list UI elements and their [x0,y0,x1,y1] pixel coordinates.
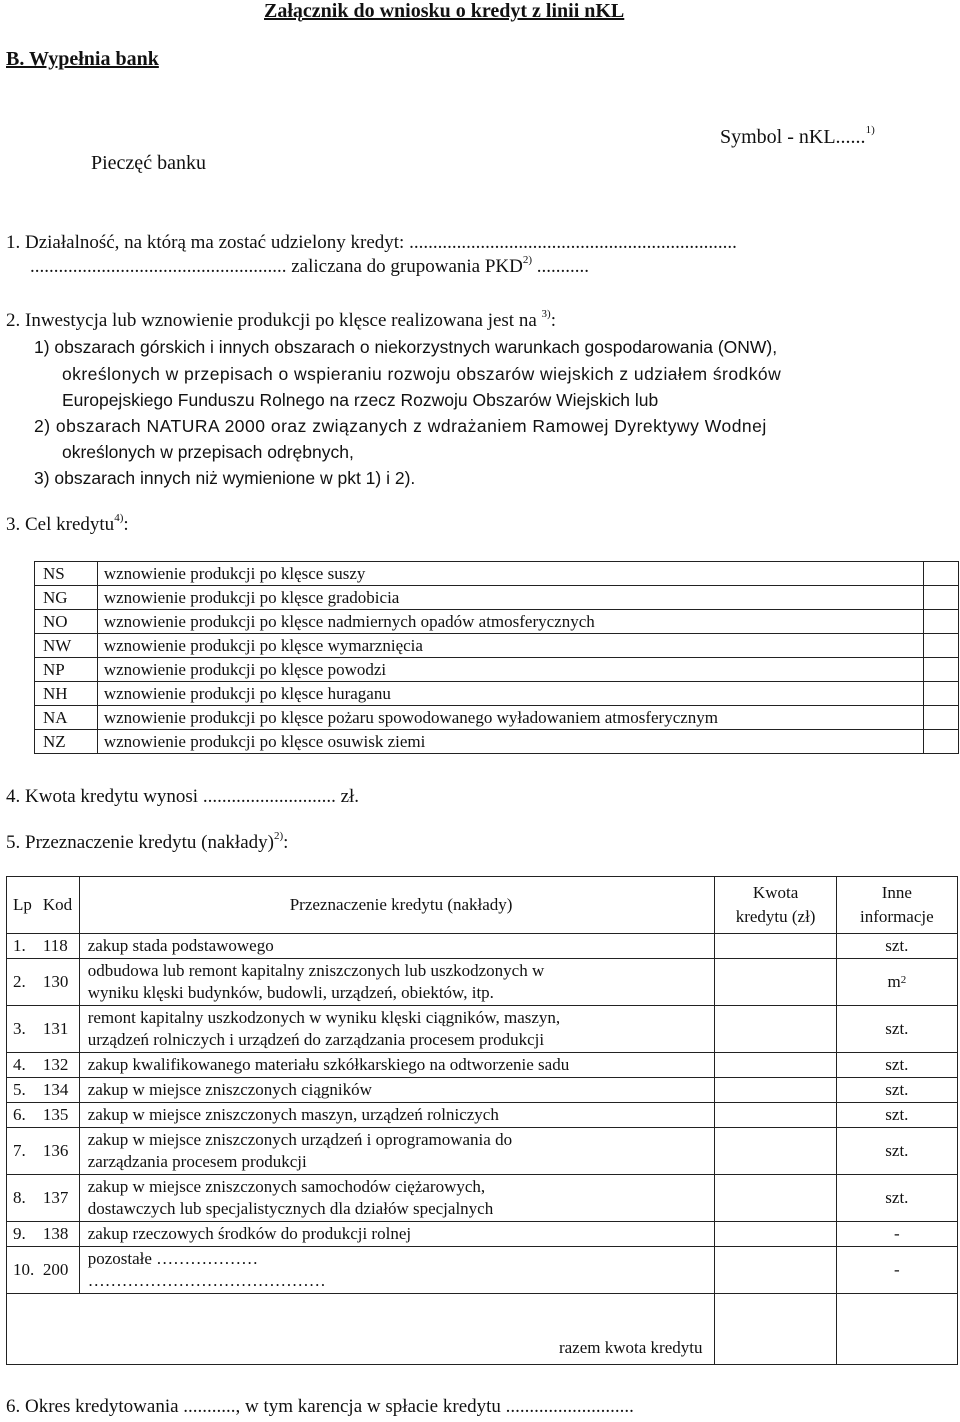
purpose-checkbox-cell[interactable] [924,562,959,586]
row-purpose-line: zakup kwalifikowanego materiału szkółkarskiego na odtworzenie sadu [87,1055,570,1074]
row-info-sup: 2 [900,974,907,986]
purpose-code: NO [35,610,98,634]
expenditure-row [7,1103,958,1128]
row-info-unit: szt. [885,1055,909,1074]
row-code: 138 [43,1222,79,1247]
s1-line1: 1. Działalność, na którą ma zostać udzielony kredyt: ..................................................................... [6,232,737,253]
row-purpose [79,1053,715,1078]
purpose-checkbox-cell[interactable] [924,586,959,610]
row-purpose-line: zakup w miejsce zniszczonych ciągników [87,1080,372,1099]
row-lp: 3. [7,1006,43,1053]
row-info [836,1247,957,1294]
purpose-description: wznowienie produkcji po klęsce nadmiernych opadów atmosferycznych [97,610,923,634]
purpose-description: wznowienie produkcji po klęsce pożaru spowodowanego wyładowaniem atmosferycznym [97,706,923,730]
section-b-heading: B. Wypełnia bank [6,48,159,70]
row-amount-cell[interactable] [715,1006,836,1053]
row-purpose-line: remont kapitalny uszkodzonych w wyniku klęski ciągników, maszyn, [87,1008,561,1027]
row-lp: 5. [7,1078,43,1103]
row-purpose-line: …………………………………… [87,1271,326,1290]
s2-opt1-line-b: określonych w przepisach o wspieraniu rozwoju obszarów wiejskich z udziałem środków [62,364,782,384]
document-title: Załącznik do wniosku o kredyt z linii nKL [264,0,625,22]
purpose-checkbox-cell[interactable] [924,730,959,754]
purpose-checkbox-cell[interactable] [924,682,959,706]
loan-purpose-table [34,561,959,754]
purpose-row [35,730,959,754]
purpose-row [35,634,959,658]
purpose-code: NW [35,634,98,658]
sum-info-cell [836,1294,957,1365]
s6-loan-period: 6. Okres kredytowania ..........., w tym karencja w spłacie kredytu ........................... [6,1396,634,1417]
row-info-unit: - [894,1224,900,1243]
row-purpose-line: odbudowa lub remont kapitalny zniszczonych lub uszkodzonych w [87,961,545,980]
row-purpose [79,959,715,1006]
bank-stamp-label: Pieczęć banku [91,152,206,174]
row-purpose [79,1222,715,1247]
row-info-unit: szt. [885,1141,909,1160]
purpose-row [35,610,959,634]
s2-opt3: 3) obszarach innych niż wymienione w pkt 1) i 2). [34,468,416,488]
purpose-description: wznowienie produkcji po klęsce powodzi [97,658,923,682]
expenditure-row [7,1053,958,1078]
row-amount-cell[interactable] [715,1128,836,1175]
expenditure-row [7,959,958,1006]
purpose-code: NH [35,682,98,706]
purpose-checkbox-cell[interactable] [924,610,959,634]
expenditure-row [7,1078,958,1103]
purpose-description: wznowienie produkcji po klęsce wymarznięcia [97,634,923,658]
row-info-unit: szt. [885,936,909,955]
row-code: 118 [43,934,79,959]
s2-intro: 2. Inwestycja lub wznowienie produkcji po klęsce realizowana jest na $^{3)}$: [6,308,556,331]
row-lp: 7. [7,1128,43,1175]
row-info-unit: - [894,1260,900,1279]
row-info [836,1103,957,1128]
purpose-row [35,682,959,706]
purpose-code: NP [35,658,98,682]
purpose-checkbox-cell[interactable] [924,706,959,730]
row-purpose-line: zakup w miejsce zniszczonych urządzeń i oprogramowania do [87,1130,513,1149]
row-purpose [79,1175,715,1222]
expenditure-header-row [7,877,958,934]
row-amount-cell[interactable] [715,1078,836,1103]
row-info [836,1078,957,1103]
row-purpose-line: zakup stada podstawowego [87,936,274,955]
row-amount-cell[interactable] [715,959,836,1006]
row-info [836,1222,957,1247]
s2-opt2-line-b: określonych w przepisach odrębnych, [62,442,354,462]
row-lp: 9. [7,1222,43,1247]
purpose-description: wznowienie produkcji po klęsce huraganu [97,682,923,706]
row-code: 132 [43,1053,79,1078]
row-purpose-line: zakup w miejsce zniszczonych maszyn, urządzeń rolniczych [87,1105,499,1124]
expenditure-row [7,1247,958,1294]
s3-heading: 3. Cel kredytu$^{4)}$: [6,512,129,535]
row-amount-cell[interactable] [715,1053,836,1078]
s1-line2: ...................................................... zaliczana do grupowania PKD$^{2)}$ ........... [30,254,590,277]
s2-opt2-line-a: 2) obszarach NATURA 2000 oraz związanych z wdrażaniem Ramowej Dyrektywy Wodnej [34,416,767,436]
row-lp: 6. [7,1103,43,1128]
row-info [836,1006,957,1053]
row-info-unit: m [887,972,901,991]
row-amount-cell[interactable] [715,1175,836,1222]
row-purpose [79,1078,715,1103]
row-code: 135 [43,1103,79,1128]
col-kod-header: Kod [43,877,79,934]
symbol-field: Symbol - nKL......$^{1)}$ [720,124,875,148]
row-info-unit: szt. [885,1080,909,1099]
expenditure-table [6,876,958,1365]
col-info-header: Inne informacje [836,877,957,934]
expenditure-row [7,934,958,959]
row-purpose-line: zakup rzeczowych środków do produkcji rolnej [87,1224,412,1243]
row-code: 134 [43,1078,79,1103]
purpose-row [35,586,959,610]
sum-row [7,1294,958,1365]
sum-label: razem kwota kredytu [7,1294,715,1365]
row-purpose [79,1006,715,1053]
purpose-checkbox-cell[interactable] [924,634,959,658]
row-purpose [79,1128,715,1175]
col-lp-header: Lp [7,877,43,934]
row-purpose-line: wyniku klęski budynków, budowli, urządzeń, obiektów, itp. [87,983,494,1002]
purpose-code: NG [35,586,98,610]
purpose-code: NS [35,562,98,586]
expenditure-row [7,1175,958,1222]
row-amount-cell[interactable] [715,934,836,959]
row-lp: 1. [7,934,43,959]
purpose-description: wznowienie produkcji po klęsce suszy [97,562,923,586]
row-info [836,1128,957,1175]
purpose-row [35,706,959,730]
purpose-checkbox-cell[interactable] [924,658,959,682]
row-purpose [79,1247,715,1294]
purpose-row [35,658,959,682]
row-amount-cell[interactable] [715,1247,836,1294]
purpose-code: NA [35,706,98,730]
row-purpose-line: urządzeń rolniczych i urządzeń do zarządzania procesem produkcji [87,1030,545,1049]
row-amount-cell[interactable] [715,1222,836,1247]
row-purpose [79,934,715,959]
row-code: 137 [43,1175,79,1222]
row-code: 136 [43,1128,79,1175]
row-info-unit: szt. [885,1105,909,1124]
purpose-code: NZ [35,730,98,754]
row-lp: 4. [7,1053,43,1078]
s4-loan-amount: 4. Kwota kredytu wynosi ............................ zł. [6,786,360,807]
expenditure-row [7,1006,958,1053]
row-info [836,959,957,1006]
purpose-row [35,562,959,586]
purpose-description: wznowienie produkcji po klęsce osuwisk ziemi [97,730,923,754]
row-code: 130 [43,959,79,1006]
row-info [836,1053,957,1078]
s5-heading: 5. Przeznaczenie kredytu (nakłady)$^{2)}$: [6,830,289,853]
col-amount-header: Kwota kredytu (zł) [715,877,836,934]
row-lp: 10. [7,1247,43,1294]
s2-opt1-line-a: 1) obszarach górskich i innych obszarach o niekorzystnych warunkach gospodarowania (ONW), [34,337,778,357]
row-lp: 8. [7,1175,43,1222]
s2-opt1-line-c: Europejskiego Funduszu Rolnego na rzecz Rozwoju Obszarów Wiejskich lub [62,390,659,410]
row-purpose-line: zakup w miejsce zniszczonych samochodów ciężarowych, [87,1177,486,1196]
row-info [836,934,957,959]
row-lp: 2. [7,959,43,1006]
purpose-description: wznowienie produkcji po klęsce gradobicia [97,586,923,610]
row-amount-cell[interactable] [715,1103,836,1128]
expenditure-row [7,1128,958,1175]
row-info-unit: szt. [885,1019,909,1038]
row-purpose-line: pozostałe ……………… [87,1249,259,1268]
row-purpose-line: zarządzania procesem produkcji [87,1152,307,1171]
row-info [836,1175,957,1222]
row-purpose [79,1103,715,1128]
row-code: 200 [43,1247,79,1294]
row-purpose-line: dostawczych lub specjalistycznych dla działów specjalnych [87,1199,494,1218]
expenditure-row [7,1222,958,1247]
col-purpose-header: Przeznaczenie kredytu (nakłady) [79,877,715,934]
row-info-unit: szt. [885,1188,909,1207]
row-code: 131 [43,1006,79,1053]
sum-amount-cell[interactable] [715,1294,836,1365]
